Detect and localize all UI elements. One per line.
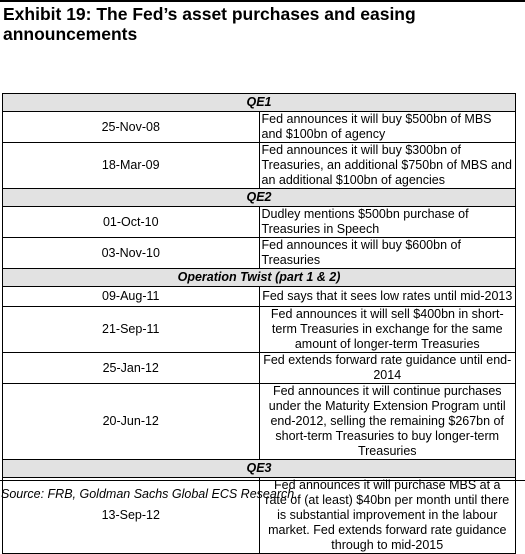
section-heading: QE3 xyxy=(3,460,516,478)
row-date: 13-Sep-12 xyxy=(3,478,260,554)
section-header-qe2 xyxy=(3,189,516,207)
announcements-table xyxy=(2,93,516,554)
section-header-operation-twist xyxy=(3,269,516,287)
table-row xyxy=(3,143,516,189)
section-heading: Operation Twist (part 1 & 2) xyxy=(3,269,516,287)
table-row xyxy=(3,353,516,384)
section-heading: QE1 xyxy=(3,94,516,112)
exhibit-title: Exhibit 19: The Fed’s asset purchases and easing announcements xyxy=(3,4,416,44)
bottom-rule xyxy=(0,480,525,481)
row-description: Fed announces it will buy $500bn of MBS and $100bn of agency xyxy=(259,112,516,143)
row-description: Fed says that it sees low rates until mid-2013 xyxy=(259,287,516,307)
row-description: Fed announces it will buy $600bn of Treasuries xyxy=(259,238,516,269)
section-header-qe1 xyxy=(3,94,516,112)
table-row xyxy=(3,307,516,353)
row-description: Fed extends forward rate guidance until end-2014 xyxy=(259,353,516,384)
row-date: 20-Jun-12 xyxy=(3,384,260,460)
source-note: Source: FRB, Goldman Sachs Global ECS Research. xyxy=(1,487,298,501)
table-row xyxy=(3,384,516,460)
row-date: 03-Nov-10 xyxy=(3,238,260,269)
row-date: 25-Nov-08 xyxy=(3,112,260,143)
top-rule xyxy=(0,0,525,2)
row-date: 21-Sep-11 xyxy=(3,307,260,353)
table-row xyxy=(3,207,516,238)
row-description: Fed announces it will buy $300bn of Treasuries, an additional $750bn of MBS and an additional $100bn of agencies xyxy=(259,143,516,189)
row-date: 25-Jan-12 xyxy=(3,353,260,384)
row-description: Fed announces it will continue purchases under the Maturity Extension Program until end-2012, selling the remaining $267bn of short-term Treasuries to buy longer-term Treasuries xyxy=(259,384,516,460)
table-row xyxy=(3,287,516,307)
section-heading: QE2 xyxy=(3,189,516,207)
row-date: 01-Oct-10 xyxy=(3,207,260,238)
section-header-qe3 xyxy=(3,460,516,478)
row-description: Dudley mentions $500bn purchase of Treasuries in Speech xyxy=(259,207,516,238)
row-description: Fed announces it will sell $400bn in short-term Treasuries in exchange for the same amount of longer-term Treasuries xyxy=(259,307,516,353)
table-row xyxy=(3,112,516,143)
row-description: Fed announces it will purchase MBS at a rate of (at least) $40bn per month until there is substantial improvement in the labour market. Fed extends forward rate guidance through to mid-2015 xyxy=(259,478,516,554)
row-date: 09-Aug-11 xyxy=(3,287,260,307)
table-row xyxy=(3,238,516,269)
row-date: 18-Mar-09 xyxy=(3,143,260,189)
